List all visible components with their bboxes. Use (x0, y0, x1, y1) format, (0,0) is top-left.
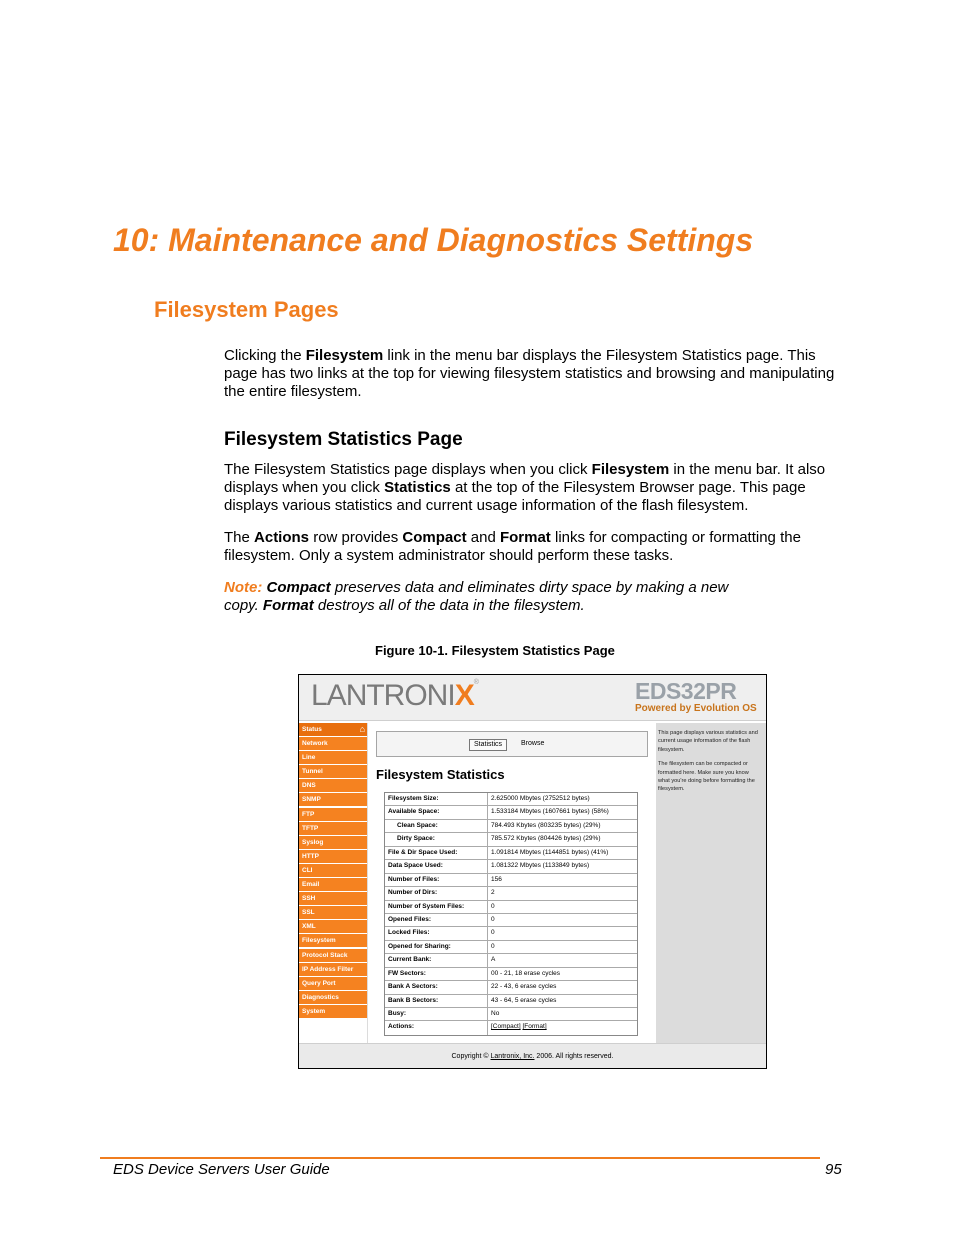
footer-title: EDS Device Servers User Guide (113, 1161, 330, 1178)
menu-item-label: FTP (302, 810, 315, 818)
chapter-title: 10: Maintenance and Diagnostics Settings (113, 222, 754, 258)
menu-item-label: Status (302, 726, 322, 733)
row-label: Available Space: (385, 806, 488, 818)
table-row (385, 820, 637, 833)
table-row (385, 927, 637, 940)
row-value: 0 (491, 915, 495, 923)
figure-main-content (367, 723, 657, 1043)
menu-item-ftp[interactable] (299, 808, 367, 821)
row-value: 1.091814 Mbytes (1144851 bytes) (41%) (491, 848, 609, 856)
figure-header (299, 675, 766, 721)
row-label: Dirty Space: (385, 833, 488, 845)
menu-item-tftp[interactable] (299, 822, 367, 835)
row-label: Data Space Used: (385, 860, 488, 872)
menu-item-label: Email (302, 881, 320, 889)
row-label: FW Sectors: (385, 968, 488, 980)
row-label: Opened for Sharing: (385, 941, 488, 953)
menu-item-status[interactable] (299, 723, 367, 736)
statistics-tab[interactable]: Statistics (469, 739, 507, 751)
menu-item-label: DNS (302, 782, 316, 790)
menu-item-label: System (302, 1007, 326, 1015)
row-label: File & Dir Space Used: (385, 847, 488, 859)
menu-item-label: Line (302, 754, 316, 762)
menu-item-tunnel[interactable] (299, 765, 367, 778)
page-number: 95 (825, 1161, 842, 1178)
row-label: Opened Files: (385, 914, 488, 926)
row-label: Filesystem Size: (385, 793, 488, 805)
menu-item-label: SSL (302, 909, 315, 917)
menu-item-http[interactable] (299, 850, 367, 863)
row-value: 1.533184 Mbytes (1607661 bytes) (58%) (491, 808, 609, 816)
compact-link[interactable]: [Compact] (491, 1023, 521, 1031)
figure-caption: Figure 10-1. Filesystem Statistics Page (375, 643, 615, 658)
row-value (488, 1021, 637, 1034)
menu-item-label: SNMP (302, 796, 321, 804)
subsection-title: Filesystem Statistics Page (224, 429, 463, 450)
menu-item-label: CLI (302, 866, 313, 874)
statistics-table (384, 792, 638, 1036)
menu-item-label: Diagnostics (302, 993, 339, 1001)
table-row (385, 941, 637, 954)
table-row (385, 874, 637, 887)
note-paragraph: Note: Compact preserves data and eliminates dirty space by making a new copy. Format destroys all of the data in the filesystem. (224, 579, 729, 614)
row-label: Current Bank: (385, 954, 488, 966)
table-row (385, 914, 637, 927)
table-row (385, 1008, 637, 1021)
menu-item-label: Tunnel (302, 768, 323, 776)
figure-help-panel (657, 723, 766, 1043)
menu-item-label: Protocol Stack (302, 951, 348, 959)
home-icon[interactable]: ⌂ (359, 724, 365, 734)
row-value: A (491, 956, 496, 964)
table-row (385, 847, 637, 860)
filesystem-statistics-heading: Filesystem Statistics (376, 767, 505, 782)
menu-item-label: XML (302, 923, 316, 931)
help-text-1: This page displays various statistics and current usage information of the flash filesystem. (658, 730, 758, 753)
menu-item-ip-address-filter[interactable] (299, 963, 367, 976)
table-row (385, 793, 637, 806)
statistics-paragraph: The Filesystem Statistics page displays when you click Filesystem in the menu bar. It also displays when you click Statistics at the top of the Filesystem Browser page. This page displays various statistics and current usage information of the flash filesystem. (224, 461, 826, 514)
row-label: Number of System Files: (385, 901, 488, 913)
menu-item-email[interactable] (299, 878, 367, 891)
menu-item-label: Syslog (302, 838, 324, 846)
menu-item-system[interactable] (299, 1005, 367, 1018)
row-value: 22 - 43, 6 erase cycles (491, 983, 557, 991)
row-label: Bank B Sectors: (385, 995, 488, 1007)
menu-item-label: Query Port (302, 979, 336, 987)
lantronix-link[interactable]: Lantronix, Inc. (490, 1053, 535, 1060)
row-label: Busy: (385, 1008, 488, 1020)
lantronix-logo: LANTRONIX® (311, 679, 478, 712)
row-value: 1.081322 Mbytes (1133849 bytes) (491, 862, 590, 870)
menu-item-label: TFTP (302, 824, 319, 832)
menu-item-label: Network (302, 740, 328, 748)
menu-item-syslog[interactable] (299, 836, 367, 849)
table-row (385, 954, 637, 967)
row-value: No (491, 1010, 500, 1017)
row-value: 00 - 21, 18 erase cycles (491, 969, 561, 977)
table-row (385, 901, 637, 914)
row-label: Bank A Sectors: (385, 981, 488, 993)
menu-item-label: HTTP (302, 852, 319, 860)
row-label: Actions: (385, 1021, 488, 1034)
row-label: Number of Files: (385, 874, 488, 886)
menu-item-line[interactable] (299, 751, 367, 764)
table-row (385, 968, 637, 981)
actions-paragraph: The Actions row provides Compact and Format links for compacting or formatting the filesystem. Only a system administrator should perform these tasks. (224, 529, 801, 564)
menu-item-query-port[interactable] (299, 977, 367, 990)
browse-tab[interactable]: Browse (521, 740, 545, 747)
figure-tab-bar (376, 731, 648, 757)
row-value: 0 (491, 929, 495, 937)
table-row (385, 887, 637, 900)
menu-item-label: IP Address Filter (302, 965, 354, 973)
row-value: 156 (491, 875, 502, 883)
format-link[interactable]: [Format] (522, 1023, 547, 1031)
powered-by: Powered by Evolution OS (635, 703, 757, 714)
row-value: 2 (491, 889, 495, 897)
product-name: EDS32PR (635, 678, 737, 704)
menu-item-protocol-stack[interactable] (299, 949, 367, 962)
table-row (385, 860, 637, 873)
footer-rule (100, 1157, 820, 1159)
figure-screenshot (298, 674, 767, 1069)
table-row (385, 1021, 637, 1034)
menu-item-label: SSH (302, 895, 316, 903)
row-value: 2.625000 Mbytes (2752512 bytes) (491, 795, 590, 802)
row-value: 43 - 64, 5 erase cycles (491, 996, 557, 1004)
row-label: Number of Dirs: (385, 887, 488, 899)
menu-item-network[interactable] (299, 737, 367, 750)
help-text-2: The filesystem can be compacted or formatted here. Make sure you know what you're doing before formatting the filesystem. (658, 761, 755, 793)
table-row (385, 833, 637, 846)
row-label: Clean Space: (385, 820, 488, 832)
table-row (385, 995, 637, 1008)
figure-menu-bar (299, 723, 367, 1023)
table-row (385, 981, 637, 994)
row-value: 784.493 Kbytes (803235 bytes) (29%) (491, 821, 601, 829)
menu-item-ssl[interactable] (299, 906, 367, 919)
menu-item-xml[interactable] (299, 920, 367, 933)
menu-item-filesystem[interactable] (299, 934, 367, 947)
menu-item-cli[interactable] (299, 864, 367, 877)
menu-item-snmp[interactable] (299, 793, 367, 806)
menu-item-dns[interactable] (299, 779, 367, 792)
note-label: Note: (224, 579, 263, 596)
intro-paragraph: Clicking the Filesystem link in the menu bar displays the Filesystem Statistics page. This page has two links at the top for viewing filesystem statistics and browsing and manipulating the entire filesystem. (224, 347, 835, 400)
menu-item-ssh[interactable] (299, 892, 367, 905)
figure-footer: Copyright © Lantronix, Inc. 2006. All rights reserved. (299, 1043, 766, 1069)
row-value: 0 (491, 942, 495, 950)
row-value: 785.572 Kbytes (804426 bytes) (29%) (491, 835, 601, 843)
menu-item-label: Filesystem (302, 937, 336, 945)
row-label: Locked Files: (385, 927, 488, 939)
row-value: 0 (491, 902, 495, 910)
menu-item-diagnostics[interactable] (299, 991, 367, 1004)
section-title: Filesystem Pages (154, 297, 339, 322)
table-row (385, 806, 637, 819)
